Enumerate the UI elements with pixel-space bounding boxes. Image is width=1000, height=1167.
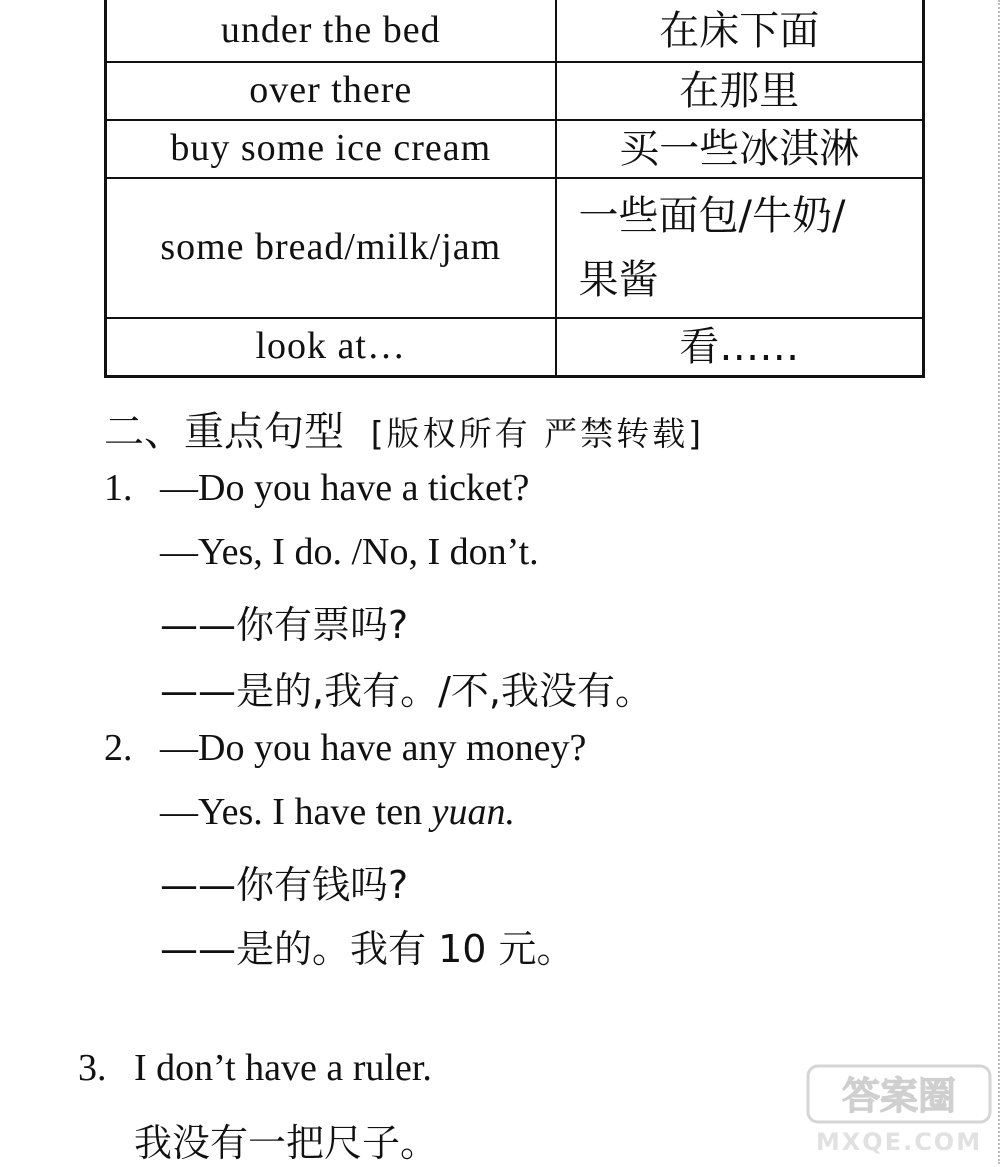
english-sentence: I don’t have a ruler. [134, 1047, 432, 1089]
sentence-number: 3. [78, 1047, 107, 1089]
english-phrase: some bread/milk/jam [106, 178, 556, 318]
chinese-translation: 在那里 [556, 62, 924, 120]
sentence-2-question [104, 726, 586, 770]
chinese-translation-line: 一些面包/牛奶/ [578, 193, 846, 239]
chinese-translation [556, 178, 924, 318]
sentence-1-question-zh: ——你有票吗? [160, 603, 409, 647]
english-phrase: look at… [106, 318, 556, 376]
english-question: —Do you have any money? [160, 727, 587, 769]
svg-text:MXQE.COM: MXQE.COM [815, 1128, 983, 1156]
chinese-translation-line: 果酱 [578, 257, 659, 303]
sentence-1-answer: —Yes, I do. /No, I don’t. [160, 531, 539, 573]
watermark-logo [806, 1062, 992, 1158]
sentence-2-answer [160, 790, 515, 834]
table-row [106, 0, 924, 62]
section-heading [104, 400, 704, 457]
table-row [106, 62, 924, 120]
english-question: —Do you have a ticket? [160, 467, 530, 509]
sentence-2-question-zh: ——你有钱吗? [160, 863, 409, 907]
svg-text:答案圈: 答案圈 [841, 1074, 957, 1118]
table-row [106, 120, 924, 178]
sentence-1-question [104, 466, 529, 510]
copyright-note: [版权所有 严禁转载] [370, 414, 704, 453]
chinese-translation: 在床下面 [556, 0, 924, 62]
page-edge [995, 0, 1000, 1164]
sentence-1-answer-zh: ——是的,我有。/不,我没有。 [160, 669, 653, 713]
table-row [106, 178, 924, 318]
chinese-translation: 买一些冰淇淋 [556, 120, 924, 178]
english-phrase: over there [106, 62, 556, 120]
sentence-3-chinese: 我没有一把尺子。 [134, 1121, 439, 1165]
english-phrase: buy some ice cream [106, 120, 556, 178]
section-title: 二、重点句型 [104, 409, 344, 455]
vocabulary-table [104, 0, 925, 378]
sentence-number: 1. [104, 467, 133, 509]
sentence-2-answer-zh: ——是的。我有 10 元。 [160, 927, 575, 971]
chinese-translation: 看…… [556, 318, 924, 376]
table-row [106, 318, 924, 376]
currency-word: yuan. [431, 791, 515, 833]
english-phrase: under the bed [106, 0, 556, 62]
english-answer: —Yes. I have ten [160, 791, 432, 833]
sentence-3-english [78, 1046, 432, 1090]
sentence-number: 2. [104, 727, 133, 769]
